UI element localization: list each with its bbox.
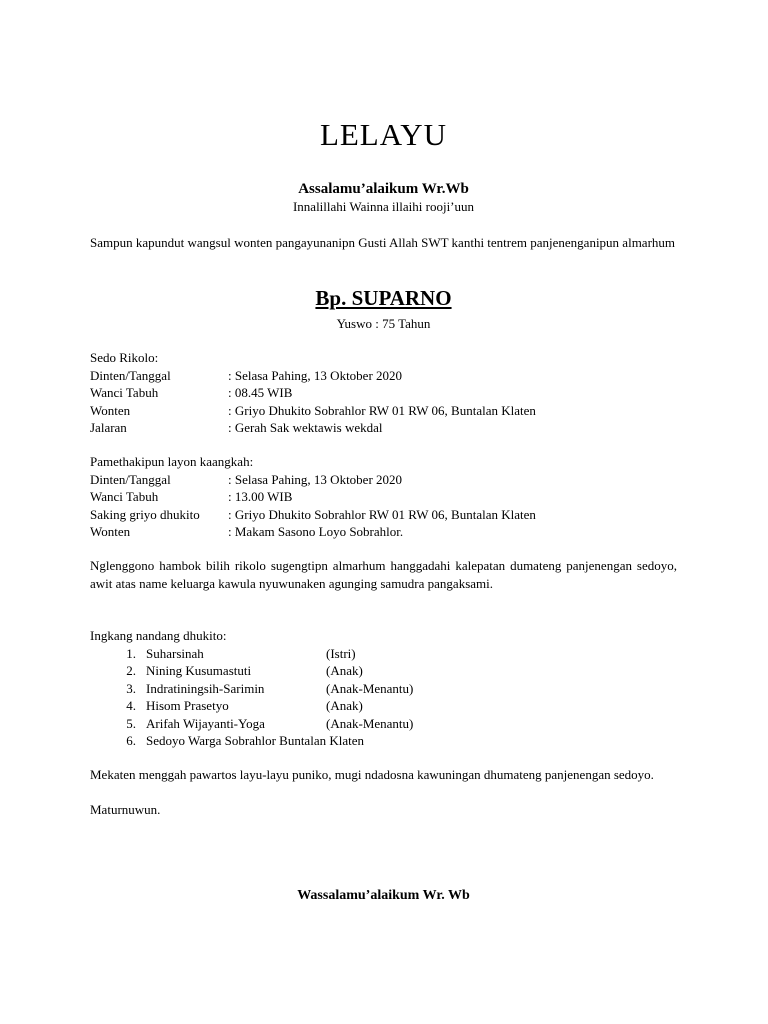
- list-number: 2.: [126, 663, 136, 678]
- pemethakipun-row: [90, 506, 536, 524]
- sedo-heading: Sedo Rikolo:: [90, 350, 159, 365]
- row-value: : Gerah Sak wektawis wekdal: [228, 420, 383, 435]
- closing-greeting: Wassalamu’alaikum Wr. Wb: [297, 888, 470, 903]
- sedo-row: [90, 384, 292, 402]
- mourner-name: Indratiningsih-Sarimin: [146, 680, 265, 696]
- row-value: : Makam Sasono Loyo Sobrahlor.: [228, 524, 404, 539]
- sedo-row: [90, 419, 383, 437]
- list-number: 3.: [126, 680, 136, 696]
- mourner-name: Hisom Prasetyo: [146, 698, 229, 713]
- pemethakipun-row: [90, 471, 402, 489]
- row-label: Dinten/Tanggal: [90, 471, 171, 487]
- closing-paragraph: Mekaten menggah pawartos layu-layu puniko, mugi ndadosna kawuningan dhumateng panjenengan sedoyo.: [90, 767, 654, 782]
- list-number: 4.: [126, 698, 136, 713]
- innalillahi-line: Innalillahi Wainna illaihi rooji’uun: [292, 199, 475, 214]
- row-value: : 08.45 WIB: [228, 385, 293, 400]
- list-number: 1.: [126, 645, 136, 661]
- row-label: Wonten: [90, 402, 131, 418]
- row-label: Saking griyo dhukito: [90, 506, 200, 522]
- row-value: : 13.00 WIB: [228, 489, 293, 504]
- mourner-name: Arifah Wijayanti-Yoga: [146, 715, 265, 731]
- list-item: [90, 715, 413, 733]
- mourner-relation: (Anak): [326, 698, 363, 713]
- row-label: Wanci Tabuh: [90, 489, 159, 504]
- mourner-relation: (Istri): [326, 645, 356, 661]
- list-item: [90, 645, 356, 663]
- thanks-line: Maturnuwun.: [90, 802, 161, 817]
- deceased-name: Bp. SUPARNO: [315, 286, 452, 310]
- row-label: Jalaran: [90, 420, 127, 435]
- apology-paragraph: Nglenggono hambok bilih rikolo sugengtipn almarhum hanggadahi kalepatan dumateng panjenengan sedoyo, awit atas name keluarga kawula nyuwunaken agunging samudra pangaksami.: [90, 558, 677, 591]
- mourner-name: Suharsinah: [146, 645, 204, 661]
- pemethakipun-row: [90, 523, 403, 541]
- pemethakipun-row: [90, 488, 292, 506]
- row-value: : Griyo Dhukito Sobrahlor RW 01 RW 06, Buntalan Klaten: [228, 506, 536, 522]
- row-value: : Selasa Pahing, 13 Oktober 2020: [228, 471, 403, 487]
- row-label: Wonten: [90, 524, 131, 539]
- sedo-row: [90, 367, 402, 385]
- document-title: LELAYU: [319, 117, 448, 152]
- intro-paragraph: Sampun kapundut wangsul wonten pangayunanipn Gusti Allah SWT kanthi tentrem panjenenganipun almarhum: [90, 235, 676, 250]
- list-item: [90, 697, 363, 715]
- mourner-relation: (Anak-Menantu): [326, 680, 414, 696]
- mourner-name: Sedoyo Warga Sobrahlor Buntalan Klaten: [146, 733, 364, 748]
- list-item: [90, 680, 413, 698]
- row-value: : Griyo Dhukito Sobrahlor RW 01 RW 06, Buntalan Klaten: [228, 402, 536, 418]
- mourner-name: Nining Kusumastuti: [146, 663, 252, 678]
- mourner-relation: (Anak): [326, 663, 363, 678]
- list-number: 5.: [126, 715, 136, 731]
- list-number: 6.: [126, 733, 136, 748]
- mourner-relation: (Anak-Menantu): [326, 715, 414, 731]
- pemethakipun-heading: Pamethakipun layon kaangkah:: [90, 454, 254, 469]
- list-item: [90, 662, 363, 680]
- list-item: [90, 732, 364, 750]
- row-label: Wanci Tabuh: [90, 385, 159, 400]
- sedo-row: [90, 402, 536, 420]
- deceased-age: Yuswo : 75 Tahun: [336, 316, 431, 331]
- row-label: Dinten/Tanggal: [90, 367, 171, 383]
- mourners-heading: Ingkang nandang dhukito:: [90, 628, 227, 643]
- row-value: : Selasa Pahing, 13 Oktober 2020: [228, 367, 403, 383]
- greeting: Assalamu’alaikum Wr.Wb: [298, 181, 469, 197]
